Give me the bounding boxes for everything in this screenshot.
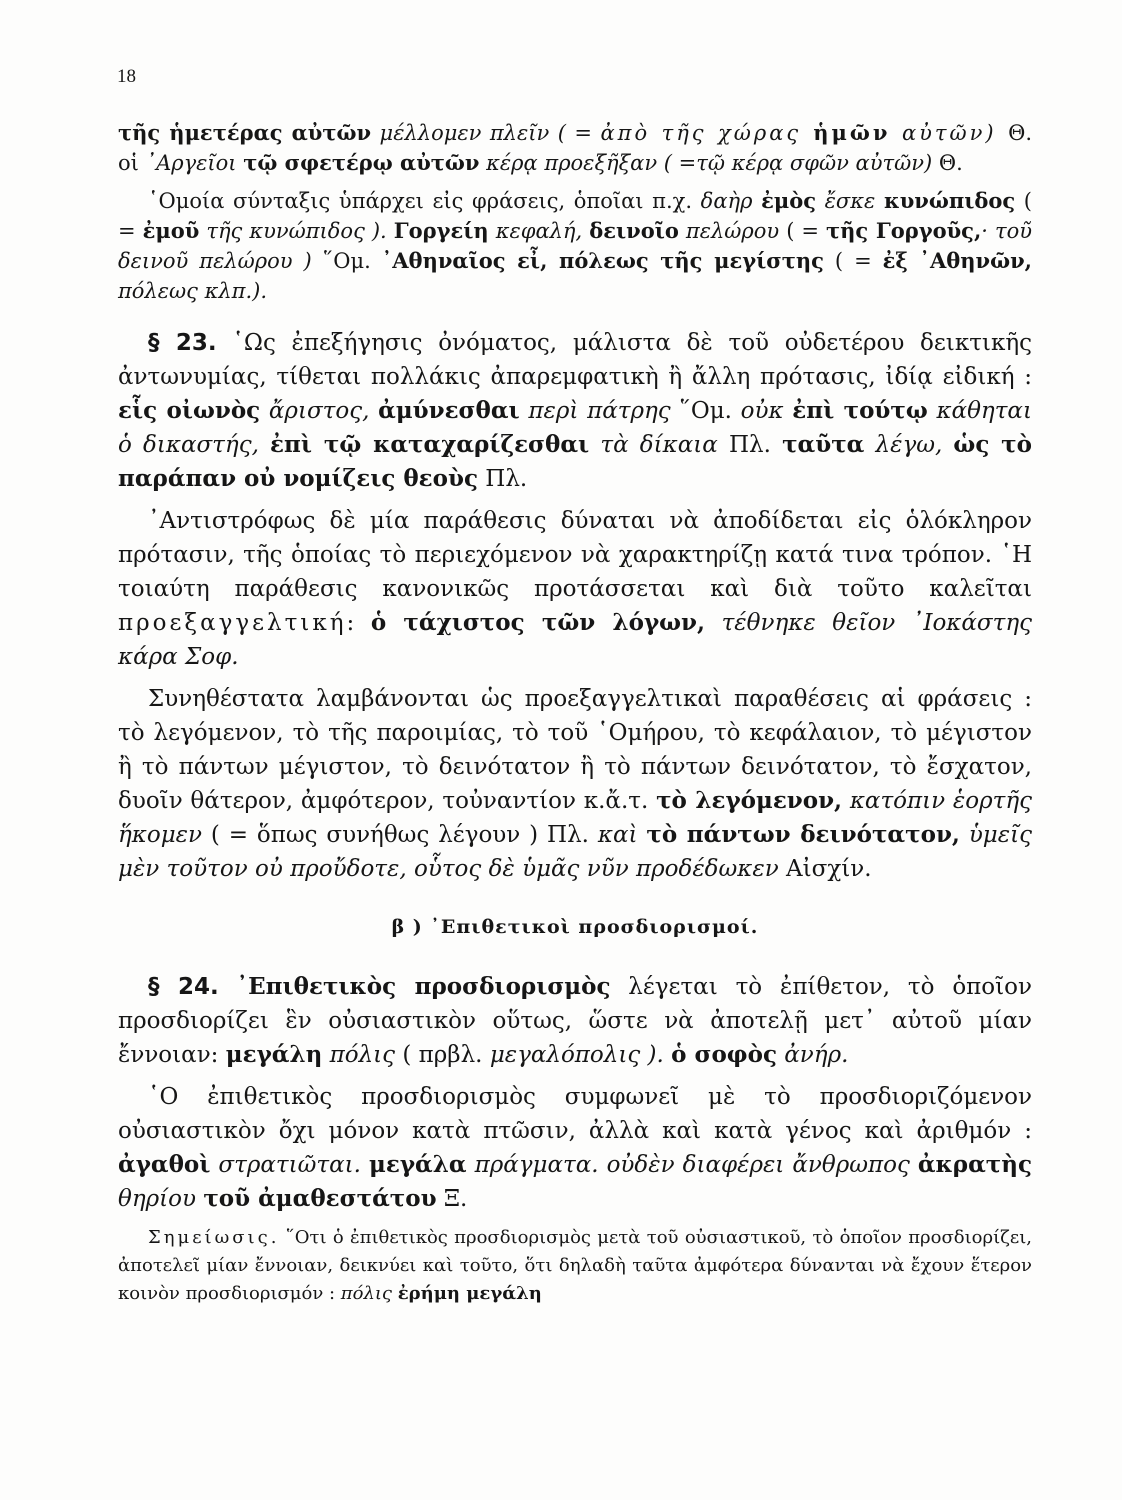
- text-run: ( =: [823, 249, 883, 273]
- text-run: τὰ δίκαια: [589, 432, 729, 458]
- text-run: ἐξ ᾿Αθηνῶν,: [882, 248, 1032, 273]
- text-run: ἀμύνεσθαι: [378, 397, 520, 424]
- text-run: τῆς ἡμετέρας αὐτῶν: [118, 120, 372, 145]
- text-run: ἐμοῦ: [142, 218, 200, 243]
- para-symfonei: [118, 1080, 1032, 1216]
- text-run: δαὴρ: [700, 189, 762, 213]
- text-run: ἔσκε: [816, 189, 884, 213]
- para-synithestata: [118, 682, 1032, 886]
- text-run: μεγάλα: [369, 1151, 467, 1178]
- text-run: § 23.: [148, 330, 217, 356]
- text-run: ( = ὅπως συνήθως λέγουν ) Πλ.: [201, 822, 598, 848]
- text-run: β ) ᾿Επιθετικοὶ προσδιορισμοί.: [391, 916, 759, 938]
- para-antistrofos: [118, 504, 1032, 674]
- text-run: Θ.: [932, 151, 963, 175]
- text-run: ῞Ομ.: [679, 398, 741, 424]
- para-section-24: [118, 970, 1032, 1072]
- text-run: κεφαλή,: [488, 219, 590, 243]
- heading-epithetikoi: [118, 912, 1032, 942]
- text-run: Σημείωσις.: [148, 1227, 280, 1248]
- text-run: μεγαλόπολις ).: [489, 1042, 672, 1068]
- text-run: Αἰσχίν.: [786, 856, 872, 882]
- text-run: ῾Ομοία σύνταξις ὑπάρχει εἰς φράσεις, ὁποῖαι π.χ.: [148, 189, 701, 213]
- text-run: ἀνήρ.: [776, 1042, 849, 1068]
- text-run: καὶ: [597, 822, 647, 848]
- text-run: θηρίου: [118, 1186, 204, 1212]
- text-run: ἐπὶ τῷ καταχαρίζεσθαι: [270, 431, 590, 458]
- text-run: τὸ πάντων δεινότατον,: [646, 821, 960, 848]
- text-run: Συνηθέστατα λαμβάνονται ὡς προεξαγγελτικαὶ παραθέσεις αἱ φράσεις : τὸ λεγόμενον, τὸ τῆς παροιμίας, τὸ τοῦ ῾Ομήρου, τὸ κεφάλαιον, τὸ μέγιστον ἢ τὸ πάντων μέγιστον, τὸ δεινότατον ἢ τὸ πάντων δεινότατον, τὸ ἔσχατον, δυοῖν θάτερον, ἀμφότερον, τοὐναντίον κ.ἄ.τ.: [118, 686, 1032, 814]
- text-run: πόλις: [322, 1042, 396, 1068]
- text-run: οὐκ: [740, 398, 793, 424]
- para-continuation: [118, 118, 1032, 178]
- text-run: ἀγαθοὶ: [118, 1151, 211, 1178]
- text-run: κέρᾳ προεξῆξαν ( =τῷ κέρᾳ σφῶν αὐτῶν): [479, 151, 933, 175]
- text-run: πράγματα. οὐδὲν διαφέρει ἄνθρωπος: [466, 1152, 918, 1178]
- text-run: μέλλομεν πλεῖν ( =: [371, 121, 601, 145]
- page-number: 18: [117, 66, 136, 87]
- text-run: τῆς Γοργοῦς,: [826, 218, 982, 243]
- body-text: [118, 118, 1032, 1316]
- text-run: ὁ σοφὸς: [671, 1041, 777, 1068]
- text-run: στρατιῶται.: [210, 1152, 370, 1178]
- text-run: ὡς τὸ παράπαν οὐ νομίζεις θεοὺς: [118, 431, 1032, 492]
- text-run: ( =: [779, 219, 827, 243]
- text-run: ( πρβλ.: [395, 1042, 490, 1068]
- text-run: Γοργείη: [393, 218, 489, 243]
- text-run: ᾿Αργεῖοι: [145, 151, 244, 175]
- text-run: αὐτῶν): [890, 121, 1009, 145]
- text-run: κατόπιν ἑορτῆς ἥκομεν: [118, 788, 1032, 848]
- text-run: πόλις: [340, 1283, 398, 1304]
- text-run: μεγάλη: [225, 1041, 323, 1068]
- text-run: § 24.: [148, 974, 219, 1000]
- text-run: προεξαγγελτική: [118, 610, 347, 636]
- text-run: :: [346, 610, 371, 636]
- text-run: ᾿Αθηναῖος εἶ, πόλεως τῆς μεγίστης: [381, 248, 824, 273]
- text-run: ἄριστος,: [260, 398, 379, 424]
- text-run: δεινοῖο: [589, 218, 679, 243]
- text-run: τοῦ ἀμαθεστάτου: [203, 1185, 437, 1212]
- text-run: λέγω,: [864, 432, 954, 458]
- text-run: ὁ τάχιστος τῶν λόγων,: [370, 609, 706, 636]
- text-run: τῷ σφετέρῳ αὐτῶν: [243, 150, 480, 175]
- text-run: τῆς κυνώπιδος ).: [199, 219, 394, 243]
- text-run: περὶ πάτρης: [519, 398, 680, 424]
- text-run: ῞Ομ.: [322, 249, 382, 273]
- text-run: ( =: [118, 189, 1033, 243]
- text-run: ἀπὸ τῆς χώρας: [600, 121, 802, 145]
- text-run: τέθνηκε θεῖον ᾿Ιοκάστης κάρα Σοφ.: [118, 610, 1032, 670]
- para-section-23: [118, 326, 1032, 496]
- text-run: [219, 974, 237, 1000]
- text-run: πελώρου: [678, 219, 780, 243]
- text-run: ὑμεῖς μὲν τοῦτον οὐ προὔδοτε, οὗτος δὲ ὑμᾶς νῦν προδέδωκεν: [118, 822, 1032, 882]
- text-run: κάθηται ὁ δικαστής,: [118, 398, 1032, 458]
- text-run: εἷς οἰωνὸς: [118, 397, 261, 424]
- text-run: ταῦτα: [782, 431, 865, 458]
- text-run: ἐρήμη μεγάλη: [397, 1283, 542, 1304]
- text-run: ἐμὸς: [761, 188, 817, 213]
- text-run: ᾿Αντιστρόφως δὲ μία παράθεσις δύναται νὰ ἀποδίδεται εἰς ὁλόκληρον πρότασιν, τῆς ὁποίας τὸ περιεχόμενον νὰ χαρακτηρίζῃ κατά τινα τρόπον. ῾Η τοιαύτη παράθεσις κανονικῶς προτάσσεται καὶ διὰ τοῦτο καλεῖται: [118, 508, 1032, 602]
- text-run: ῾Ο ἐπιθετικὸς προσδιορισμὸς συμφωνεῖ μὲ τὸ προσδιοριζόμενον οὐσιαστικὸν ὄχι μόνον κατὰ πτῶσιν, ἀλλὰ καὶ κατὰ γένος καὶ ἀριθμόν :: [118, 1084, 1032, 1144]
- text-run: · τοῦ δεινοῦ πελώρου ): [118, 219, 1032, 273]
- para-omoia: [118, 186, 1032, 306]
- text-run: ἡμῶν: [801, 120, 891, 145]
- text-run: λέγεται τὸ ἐπίθετον, τὸ ὁποῖον προσδιορίζει ἓν οὐσιαστικὸν οὕτως, ὥστε νὰ ἀποτελῇ μετ᾿ αὐτοῦ μίαν ἔννοιαν:: [118, 974, 1032, 1068]
- text-run: ῾Ως ἐπεξήγησις ὀνόματος, μάλιστα δὲ τοῦ οὐδετέρου δεικτικῆς ἀντωνυμίας, τίθεται πολλάκις ἀπαρεμφατικὴ ἢ ἄλλη πρότασις, ἰδίᾳ εἰδική :: [118, 330, 1032, 390]
- text-run: ἀκρατὴς: [917, 1151, 1032, 1178]
- text-run: ῞Οτι ὁ ἐπιθετικὸς προσδιορισμὸς μετὰ τοῦ οὐσιαστικοῦ, τὸ ὁποῖον προσδιορίζει, ἀποτελεῖ μίαν ἔννοιαν, δεικνύει καὶ τοῦτο, ὅτι δηλαδὴ ταῦτα ἀμφότερα δύνανται νὰ ἔχουν ἕτερον κοινὸν προσδιορισμόν :: [118, 1227, 1032, 1304]
- text-run: πόλεως κλπ.).: [118, 279, 268, 303]
- text-run: Πλ.: [728, 432, 783, 458]
- text-run: τὸ λεγόμενον,: [656, 787, 843, 814]
- text-run: Ξ.: [436, 1186, 468, 1212]
- text-run: ἐπὶ τούτῳ: [792, 397, 928, 424]
- text-run: Θ. οἱ: [118, 121, 1033, 175]
- text-run: κυνώπιδος: [883, 188, 1016, 213]
- text-run: ᾿Επιθετικὸς προσδιορισμὸς: [236, 973, 611, 1000]
- para-simeiosis: [118, 1224, 1032, 1308]
- text-run: Πλ.: [477, 466, 528, 492]
